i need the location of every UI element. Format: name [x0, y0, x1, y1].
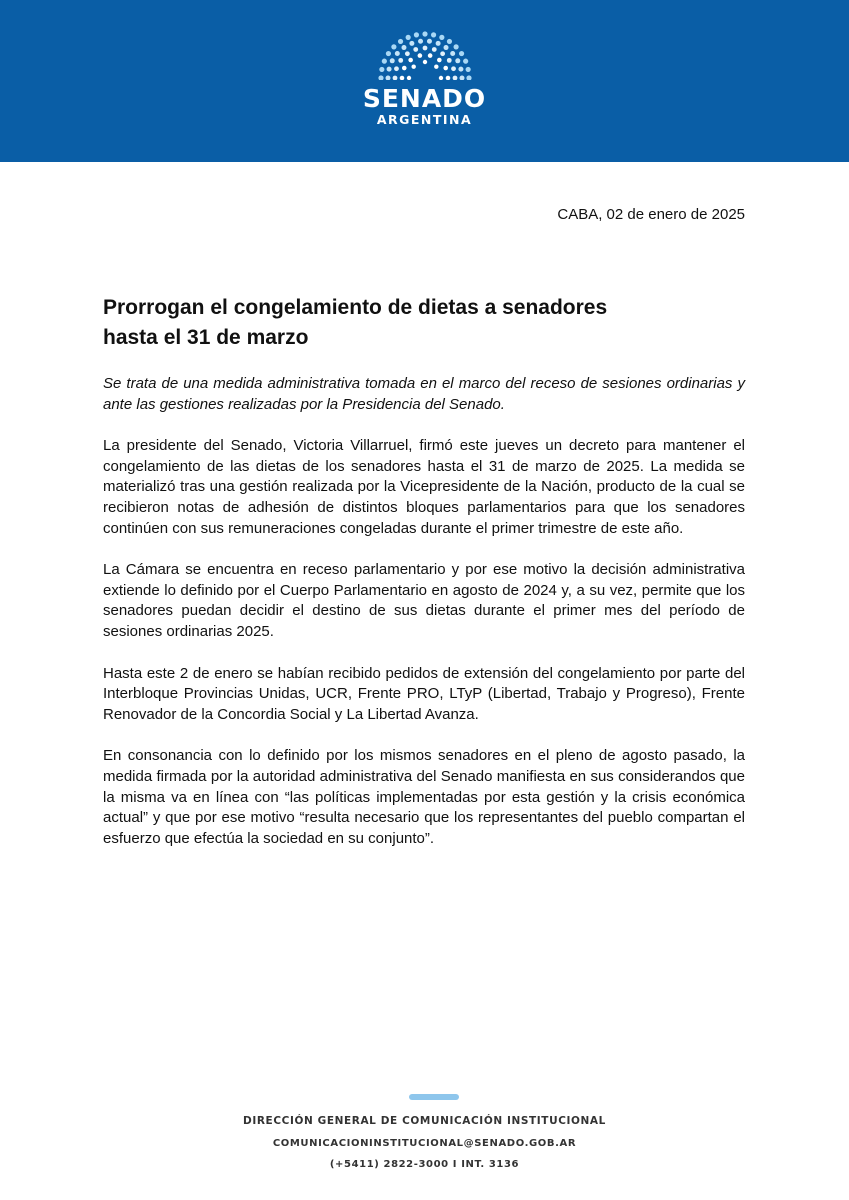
hemicycle-seat [409, 41, 414, 46]
title-line-1: Prorrogan el congelamiento de dietas a senadores [103, 296, 608, 319]
hemicycle-seat [431, 47, 436, 52]
hemicycle-seat [394, 66, 399, 71]
logo-country: ARGENTINA [376, 112, 473, 127]
hemicycle-seat [381, 59, 386, 64]
press-release-title [103, 293, 703, 353]
hemicycle-seat [426, 39, 431, 44]
hemicycle-seat [392, 76, 397, 80]
hemicycle-seat [418, 39, 423, 44]
hemicycle-seat [378, 75, 383, 80]
hemicycle-seat [451, 66, 456, 71]
hemicycle-seat [422, 46, 427, 51]
hemicycle-seat [397, 39, 402, 44]
hemicycle-seat [406, 76, 410, 80]
hemicycle-seat [437, 58, 442, 63]
hemicycle-seat [463, 59, 468, 64]
body-paragraph-2: La Cámara se encuentra en receso parlamentario y por ese motivo la decisión administrativa extiende lo definido por el Cuerpo Parlamentario en agosto de 2024 y, a su vez, permite que los senadores puedan decidir el destino de sus dietas durante el primer mes del período de sesiones ordinarias 2025. [103, 561, 745, 640]
senado-logo [0, 28, 849, 138]
hemicycle-seat [401, 45, 406, 50]
press-release-body [103, 374, 745, 870]
hemicycle-seat [385, 76, 390, 81]
hemicycle-seat [453, 44, 458, 49]
senate-hemicycle-icon [370, 28, 480, 80]
hemicycle-seat [466, 75, 471, 80]
hemicycle-seat [405, 35, 410, 40]
hemicycle-seat [443, 45, 448, 50]
hemicycle-seat [389, 58, 394, 63]
hemicycle-seat [413, 47, 418, 52]
hemicycle-seat [394, 51, 399, 56]
hemicycle-seat [408, 58, 413, 63]
hemicycle-seat [439, 35, 444, 40]
body-paragraph-4: En consonancia con lo definido por los mismos senadores en el pleno de agosto pasado, la medida firmada por la autoridad administrativa del Senado manifiesta en sus considerandos que la misma va en línea con “las políticas implementadas por esta gestión y la crisis económica actual” y que por ese motivo “resulta necesario que los representantes del pueblo compartan el esfuerzo que efectúa la sociedad en su conjunto”. [103, 747, 745, 847]
body-paragraph-1: La presidente del Senado, Victoria Villarruel, firmó este jueves un decreto para mantener el congelamiento de las dietas de los senadores hasta el 31 de marzo de 2025. La medida se materializó tras una gestión realizada por la Vicepresidente de la Nación, producto de la cual se recibieron notas de adhesión de distintos bloques parlamentarios para que los senadores continúen con sus remuneraciones congeladas durante el primer trimestre de este año. [103, 437, 745, 537]
hemicycle-seat [413, 32, 418, 37]
hemicycle-seat [401, 66, 406, 71]
hemicycle-seat [398, 58, 403, 63]
hemicycle-seat [417, 53, 422, 58]
hemicycle-seat [455, 58, 460, 63]
hemicycle-seat [435, 41, 440, 46]
hemicycle-seat [385, 51, 390, 56]
hemicycle-seat [427, 53, 432, 58]
hemicycle-seat [458, 67, 463, 72]
footer-phone: (+5411) 2822-3000 I INT. 3136 [329, 1159, 520, 1170]
body-paragraph-3: Hasta este 2 de enero se habían recibido pedidos de extensión del congelamiento por parte del Interbloque Provincias Unidas, UCR, Frente PRO, LTyP (Libertad, Trabajo y Progreso), Frente Renovador de la Concordia Social y La Libertad Avanza. [103, 664, 745, 723]
page-header [0, 0, 849, 162]
hemicycle-seat [465, 67, 470, 72]
hemicycle-seat [379, 67, 384, 72]
hemicycle-seat [430, 32, 435, 37]
hemicycle-seat [411, 64, 415, 68]
hemicycle-seat [386, 67, 391, 72]
lead-paragraph: Se trata de una medida administrativa tomada en el marco del receso de sesiones ordinarias y ante las gestiones realizadas por la Presidencia del Senado. [103, 375, 745, 413]
footer-email: COMUNICACIONINSTITUCIONAL@SENADO.GOB.AR [272, 1138, 577, 1149]
hemicycle-seat [459, 76, 464, 81]
logo-name: SENADO [362, 84, 487, 113]
hemicycle-seat [446, 39, 451, 44]
hemicycle-seat [422, 60, 426, 64]
hemicycle-seat [404, 51, 409, 56]
hemicycle-seat [438, 76, 442, 80]
hemicycle-seat [391, 44, 396, 49]
hemicycle-seat [445, 76, 450, 80]
hemicycle-seat [458, 51, 463, 56]
footer-divider [409, 1094, 459, 1100]
footer-department: DIRECCIÓN GENERAL DE COMUNICACIÓN INSTITUCIONAL [243, 1115, 606, 1127]
hemicycle-seat [450, 51, 455, 56]
hemicycle-seat [443, 66, 448, 71]
hemicycle-seat [446, 58, 451, 63]
hemicycle-seat [434, 64, 438, 68]
hemicycle-seat [422, 31, 427, 36]
hemicycle-seat [452, 76, 457, 80]
title-line-2: hasta el 31 de marzo [103, 326, 309, 349]
hemicycle-seat [399, 76, 404, 80]
hemicycle-seat [440, 51, 445, 56]
dateline: CABA, 02 de enero de 2025 [557, 206, 745, 223]
